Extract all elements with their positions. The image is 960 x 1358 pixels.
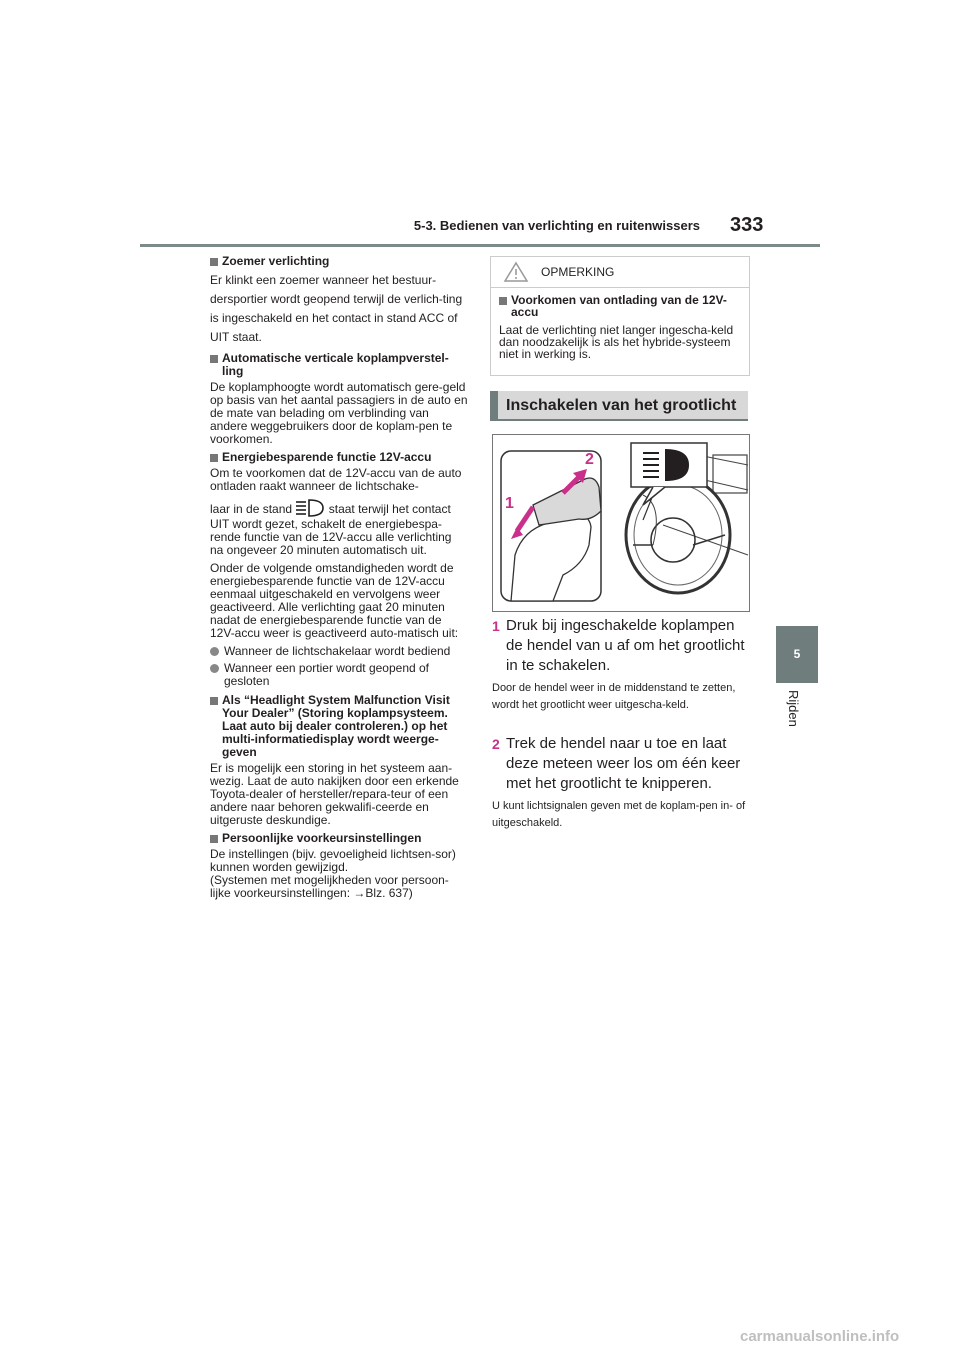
warning-triangle-icon — [503, 261, 529, 283]
paragraph: De instellingen (bijv. gevoeligheid lichtsen-sor) kunnen worden gewijzigd. — [210, 847, 456, 874]
header-rule — [140, 244, 820, 247]
step-number: 2 — [492, 736, 500, 752]
section-title-text: Automatische verticale koplampverstel-ling — [222, 351, 449, 378]
notice-title — [499, 294, 741, 318]
notice-body — [491, 288, 749, 360]
section-title — [210, 255, 468, 268]
paragraph-inline-icon — [210, 499, 468, 518]
list-item — [210, 662, 468, 688]
notice-header — [491, 257, 749, 288]
text-fragment: laar in de stand — [210, 502, 293, 516]
high-beam-illustration — [492, 434, 750, 612]
step-number: 1 — [492, 618, 500, 634]
list-item — [210, 645, 468, 658]
list-item-text: Wanneer de lichtschakelaar wordt bediend — [224, 644, 451, 658]
paragraph: De koplamphoogte wordt automatisch gere-geld op basis van het aantal passagiers in de auto en de mate van belading om verblinding van andere weggebruikers door de koplam-pen te voorkomen. — [210, 380, 468, 446]
section-title — [210, 352, 468, 378]
list-item-text: Wanneer een portier wordt geopend of gesloten — [224, 661, 430, 688]
section-title-text: Als “Headlight System Malfunction Visit Your Dealer” (Storing koplampsysteem. Laat auto bij dealer controleren.) op het multi-informatiedisplay wordt weerge-geven — [222, 693, 450, 759]
paragraph: UIT wordt gezet, schakelt de energiebespa-rende functie van de 12V-accu alle verlichting na ongeveer 20 minuten automatisch uit. — [210, 517, 452, 557]
section-heading: Inschakelen van het grootlicht — [490, 391, 748, 421]
steering-column-drawing — [493, 435, 749, 611]
step-text: Druk bij ingeschakelde koplampen de hendel van u af om het grootlicht in te schakelen. — [506, 617, 745, 674]
high-beam-icon — [295, 499, 325, 517]
paragraph: Er klinkt een zoemer wanneer het bestuur-dersportier wordt geopend terwijl de verlich-ting is ingeschakeld en het contact in stand ACC of UIT staat. — [210, 273, 463, 344]
square-bullet-icon — [210, 835, 218, 843]
paragraph: (Systemen met mogelijkheden voor persoon-lijke voorkeursinstellingen: →Blz. 637) — [210, 873, 449, 900]
page-number: 333 — [730, 214, 764, 236]
round-bullet-icon — [210, 664, 219, 673]
section-title — [210, 451, 468, 464]
round-bullet-icon — [210, 647, 219, 656]
header-title: 5-3. Bedienen van verlichting en ruitenwissers — [413, 218, 700, 233]
arrow-label-2: 2 — [585, 451, 594, 468]
notice-box — [490, 256, 750, 376]
section-title-text: Energiebesparende functie 12V-accu — [222, 450, 432, 464]
watermark: carmanualsonline.info — [740, 1328, 900, 1345]
section-title-text: Persoonlijke voorkeursinstellingen — [222, 831, 422, 845]
square-bullet-icon — [210, 697, 218, 705]
step-item — [492, 734, 748, 794]
notice-text: Laat de verlichting niet langer ingescha-keld dan noodzakelijk is als het hybride-systeem niet in werking is. — [499, 323, 734, 361]
notice-title-text: Voorkomen van ontlading van de 12V-accu — [511, 293, 727, 319]
text-fragment: staat terwijl het contact — [328, 502, 451, 516]
paragraph: Er is mogelijk een storing in het systeem aan-wezig. Laat de auto nakijken door een erkende Toyota-dealer of hersteller/repara-teur of een andere naar behoren gekwalifi-ceerde en uitgeruste deskundige. — [210, 761, 459, 827]
arrow-label-1: 1 — [505, 495, 514, 512]
step-item — [492, 616, 748, 676]
section-title — [210, 694, 468, 759]
chapter-tab[interactable]: 5 — [776, 626, 818, 683]
square-bullet-icon — [210, 258, 218, 266]
paragraph: Om te voorkomen dat de 12V-accu van de auto ontladen raakt wanneer de lichtschake- — [210, 466, 462, 493]
notice-label: OPMERKING — [541, 265, 615, 279]
square-bullet-icon — [210, 454, 218, 462]
step-text: Trek de hendel naar u toe en laat deze meteen weer los om één keer met het grootlicht te knipperen. — [506, 735, 741, 792]
step-note: U kunt lichtsignalen geven met de koplam-pen in- of uitgeschakeld. — [492, 800, 746, 829]
section-title — [210, 832, 468, 845]
section-title-text: Zoemer verlichting — [222, 254, 330, 268]
paragraph: Onder de volgende omstandigheden wordt de energiebesparende functie van de 12V-accu eenmaal uitgeschakeld en vervolgens weer geactiveerd. Alle verlichting gaat 20 minuten nadat de energiebesparende functie van de 12V-accu weer is geactiveerd auto-matisch uit: — [210, 561, 459, 640]
chapter-label: Rijden — [786, 690, 801, 727]
left-column — [210, 255, 468, 905]
square-bullet-icon — [499, 297, 507, 305]
square-bullet-icon — [210, 355, 218, 363]
step-note: Door de hendel weer in de middenstand te zetten, wordt het grootlicht weer uitgescha-keld. — [492, 682, 736, 711]
